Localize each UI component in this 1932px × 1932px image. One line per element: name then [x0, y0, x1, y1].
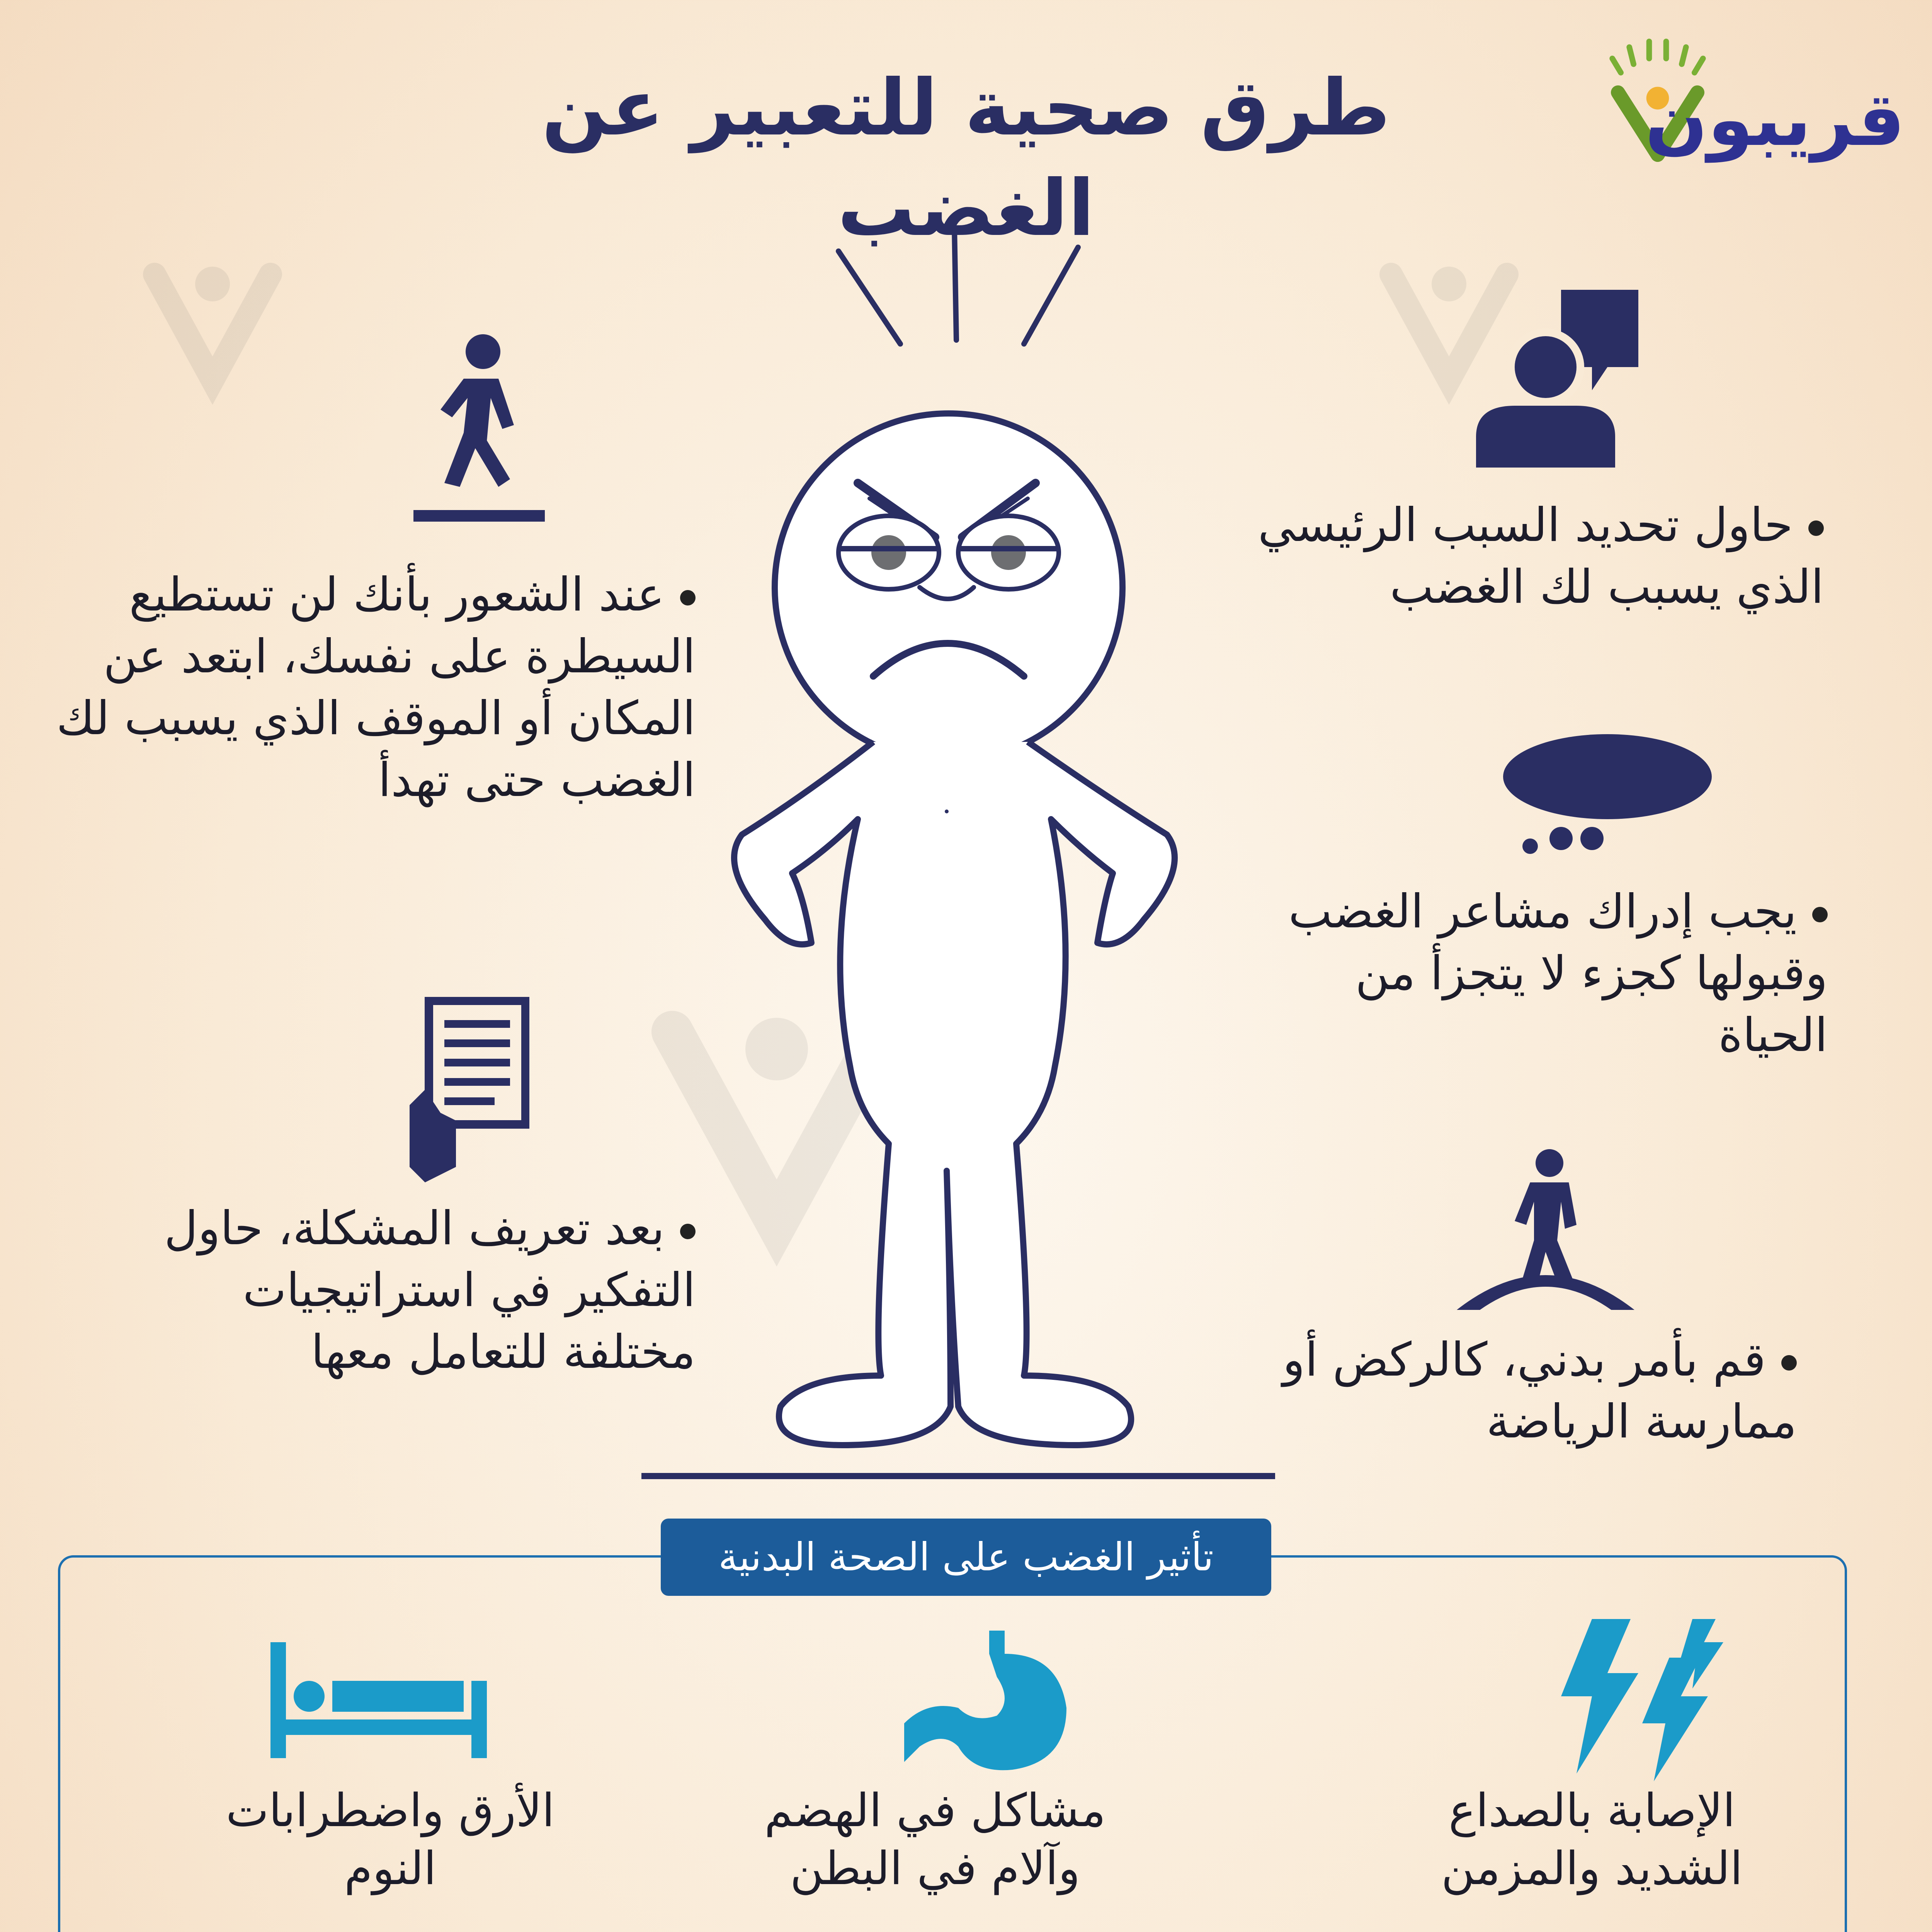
walking-away-icon [413, 332, 545, 533]
bed-icon [270, 1642, 487, 1758]
tip-accept-anger: يجب إدراك مشاعر الغضب وقبولها كجزء لا يتجزأ من الحياة [1288, 885, 1828, 1062]
tip-walk-away: عند الشعور بأنك لن تستطيع السيطرة على نفسك، ابتعد عن المكان أو الموقف الذي يسبب لك الغضب حتى تهدأ [56, 568, 696, 807]
bullet-icon [1781, 1355, 1797, 1371]
speaking-person-icon [1476, 290, 1638, 468]
effect-insomnia: الأرق واضطرابات النوم [226, 1784, 555, 1895]
thought-cloud-icon [1499, 730, 1716, 862]
document-in-hand-icon [402, 997, 529, 1190]
angry-character-illustration [641, 216, 1291, 1492]
bullet-icon [1812, 907, 1828, 922]
tip-strategies: بعد تعريف المشكلة، حاول التفكير في استراتيجيات مختلفة للتعامل معها [164, 1202, 696, 1379]
brand-name: قريبون [1645, 77, 1905, 162]
page-title: طرق صحية للتعبير عن الغضب [541, 63, 1391, 253]
effects-panel-title: تأثير الغضب على الصحة البدنية [661, 1519, 1271, 1596]
lightning-icon [1561, 1619, 1723, 1785]
bullet-icon [680, 590, 696, 605]
brand-logo [1584, 27, 1905, 182]
tip-identify-cause: حاول تحديد السبب الرئيسي الذي يسبب لك الغضب [1258, 498, 1824, 614]
tip-physical-activity: قم بأمر بدني، كالركض أو ممارسة الرياضة [1282, 1333, 1797, 1449]
effect-headache: الإصابة بالصداع الشديد والمزمن [1441, 1784, 1743, 1895]
stomach-icon [904, 1631, 1074, 1777]
bullet-icon [1808, 520, 1824, 536]
effect-digestion: مشاكل في الهضم وآلام في البطن [764, 1784, 1106, 1895]
bullet-icon [680, 1224, 696, 1239]
walking-person-icon [1457, 1148, 1634, 1310]
